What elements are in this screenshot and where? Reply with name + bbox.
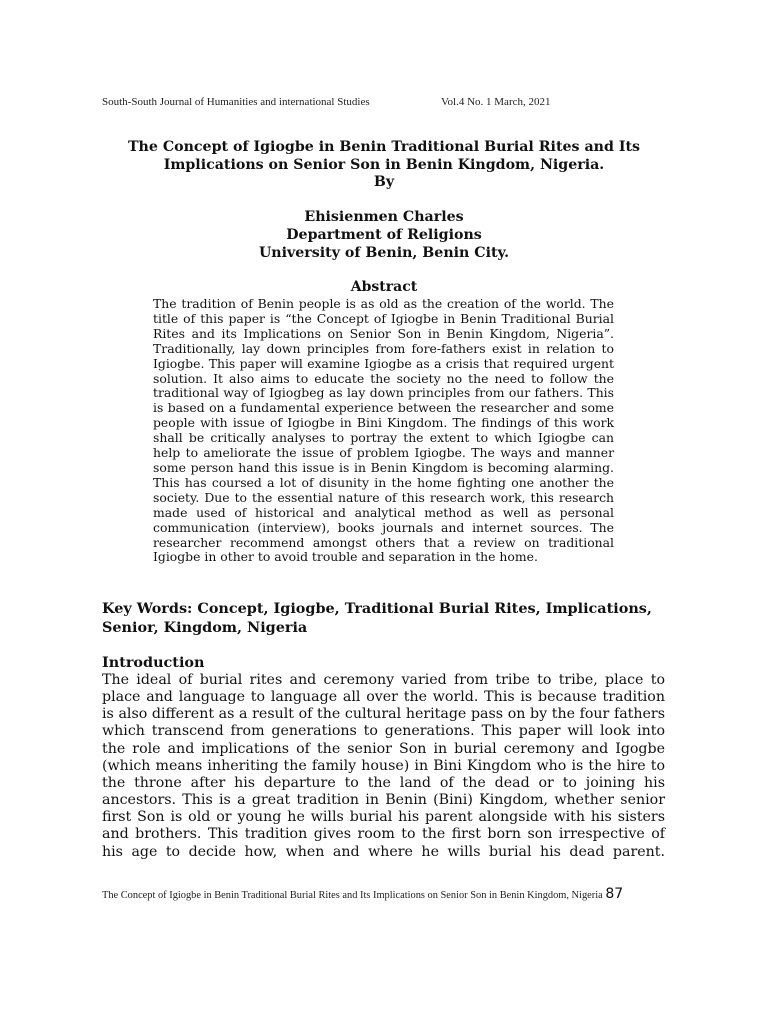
author-name: Ehisienmen Charles — [304, 209, 464, 225]
introduction-body: The ideal of burial rites and ceremony varied from tribe to tribe, place to place and language to language all over the world. This is because tradition is also different as a result of the cultural heritage pass on by the four fathers which transcend from generations to generations. This paper will look into the role and implications of the senior Son in burial ceremony and Igogbe (which means inheriting the family house) in Bini Kingdom who is the hire to the throne after his departure to the land of the dead or to joining his ancestors. This is a great tradition in Benin (Bini) Kingdom, whether senior first Son is old or young he wills burial his parent alongside with his sisters and brothers. This tradition gives room to the first born son irrespective of his age to decide how, when and where he wills burial his dead parent. — [102, 672, 665, 860]
abstract-body: The tradition of Benin people is as old as the creation of the world. The title of this paper is “the Concept of Igiogbe in Benin Traditional Burial Rites and its Implications on Senior Son in Benin Kingdom, Nigeria”. Traditionally, lay down principles from fore-fathers exist in relation to Igiogbe. This paper will examine Igiogbe as a crisis that required urgent solution. It also aims to educate the society no the need to follow the traditional way of Igiogbeg as lay down principles from our fathers. This is based on a fundamental experience between the researcher and some people with issue of Igiogbe in Bini Kingdom. The findings of this work shall be critically analyses to portray the extent to which Igiogbe can help to ameliorate the issue of problem Igiogbe. The ways and manner some person hand this issue is in Benin Kingdom is becoming alarming. This has coursed a lot of disunity in the home fighting one another the society. Due to the essential nature of this research work, this research made used of historical and analytical method as well as personal communication (interview), books journals and internet sources. The researcher recommend amongst others that a review on traditional Igiogbe in other to avoid trouble and separation in the home. — [153, 296, 614, 565]
page-footer — [102, 884, 668, 906]
keywords: Key Words: Concept, Igiogbe, Traditional Burial Rites, Implications, Senior, Kingdom, Nigeria — [102, 600, 652, 636]
page-number: 87 — [605, 886, 624, 902]
title-line-2: Implications on Senior Son in Benin Kingdom, Nigeria. — [163, 156, 605, 173]
introduction-heading: Introduction — [102, 654, 205, 671]
running-head — [102, 96, 551, 108]
title-by: By — [373, 174, 395, 190]
journal-title: South-South Journal of Humanities and international Studies — [102, 96, 370, 108]
abstract-heading: Abstract — [350, 279, 418, 295]
author-university: University of Benin, Benin City. — [258, 244, 510, 261]
volume-info: Vol.4 No. 1 March, 2021 — [441, 96, 551, 108]
paper-title — [102, 139, 666, 192]
footer-title: The Concept of Igiogbe in Benin Traditional Burial Rites and Its Implications on Senior Son in Benin Kingdom, Nigeria — [102, 890, 603, 901]
author-block — [102, 209, 666, 262]
title-line-1: The Concept of Igiogbe in Benin Traditional Burial Rites and Its — [128, 139, 640, 155]
author-department: Department of Religions — [286, 226, 482, 243]
